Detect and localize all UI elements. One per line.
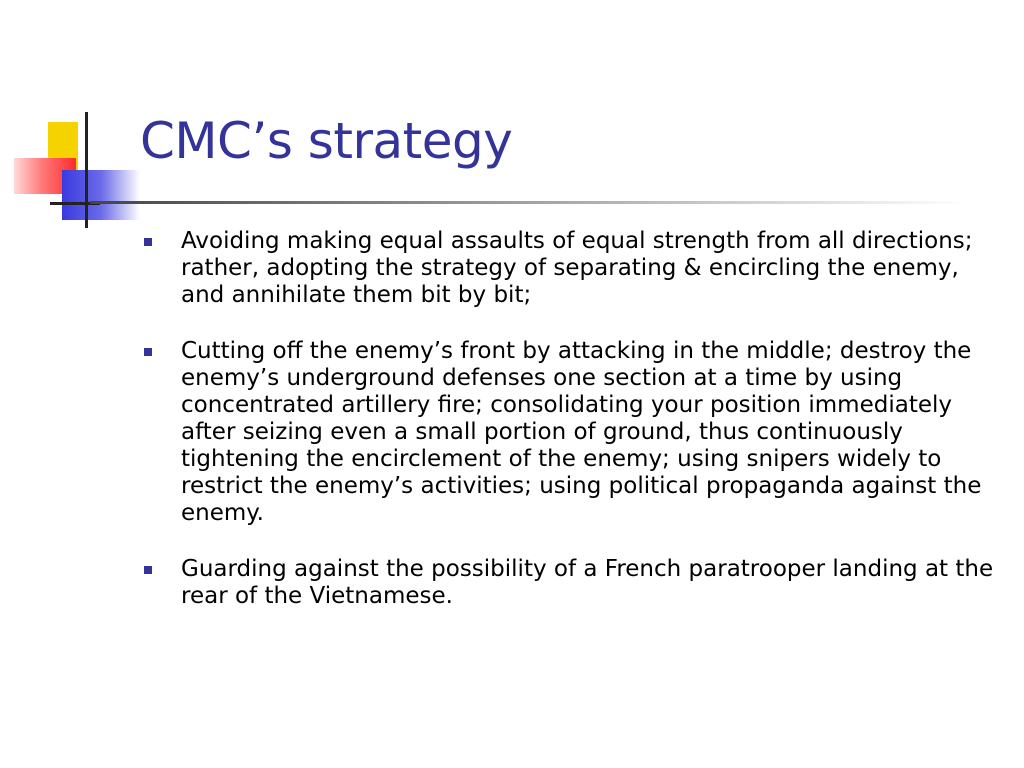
bullet-item [140,556,1000,610]
bullet-text: Cutting off the enemy’s front by attacking in the middle; destroy the enemy’s underground defenses one section at a time by using concentrated artillery fire; consolidating your position immediately after seizing even a small portion of ground, thus continuously tightening the encirclement of the enemy; using snipers widely to restrict the enemy’s activities; using political propaganda against the enemy. [181,338,982,526]
bullet-item [140,338,1000,527]
square-bullet-icon [144,238,152,246]
logo-blue-block [62,170,140,220]
title-divider [90,201,970,204]
bullet-text: Avoiding making equal assaults of equal strength from all directions; rather, adopting the strategy of separating & encircling the enemy, and annihilate them bit by bit; [181,228,973,308]
bullet-text: Guarding against the possibility of a French paratrooper landing at the rear of the Vietnamese. [181,556,994,609]
square-bullet-icon [144,348,152,356]
square-bullet-icon [144,566,152,574]
logo-vertical-line [85,112,88,228]
color-blocks-logo [0,100,140,230]
bullet-list [140,228,1000,639]
bullet-item [140,228,1000,309]
slide-title: CMC’s strategy [140,112,513,170]
